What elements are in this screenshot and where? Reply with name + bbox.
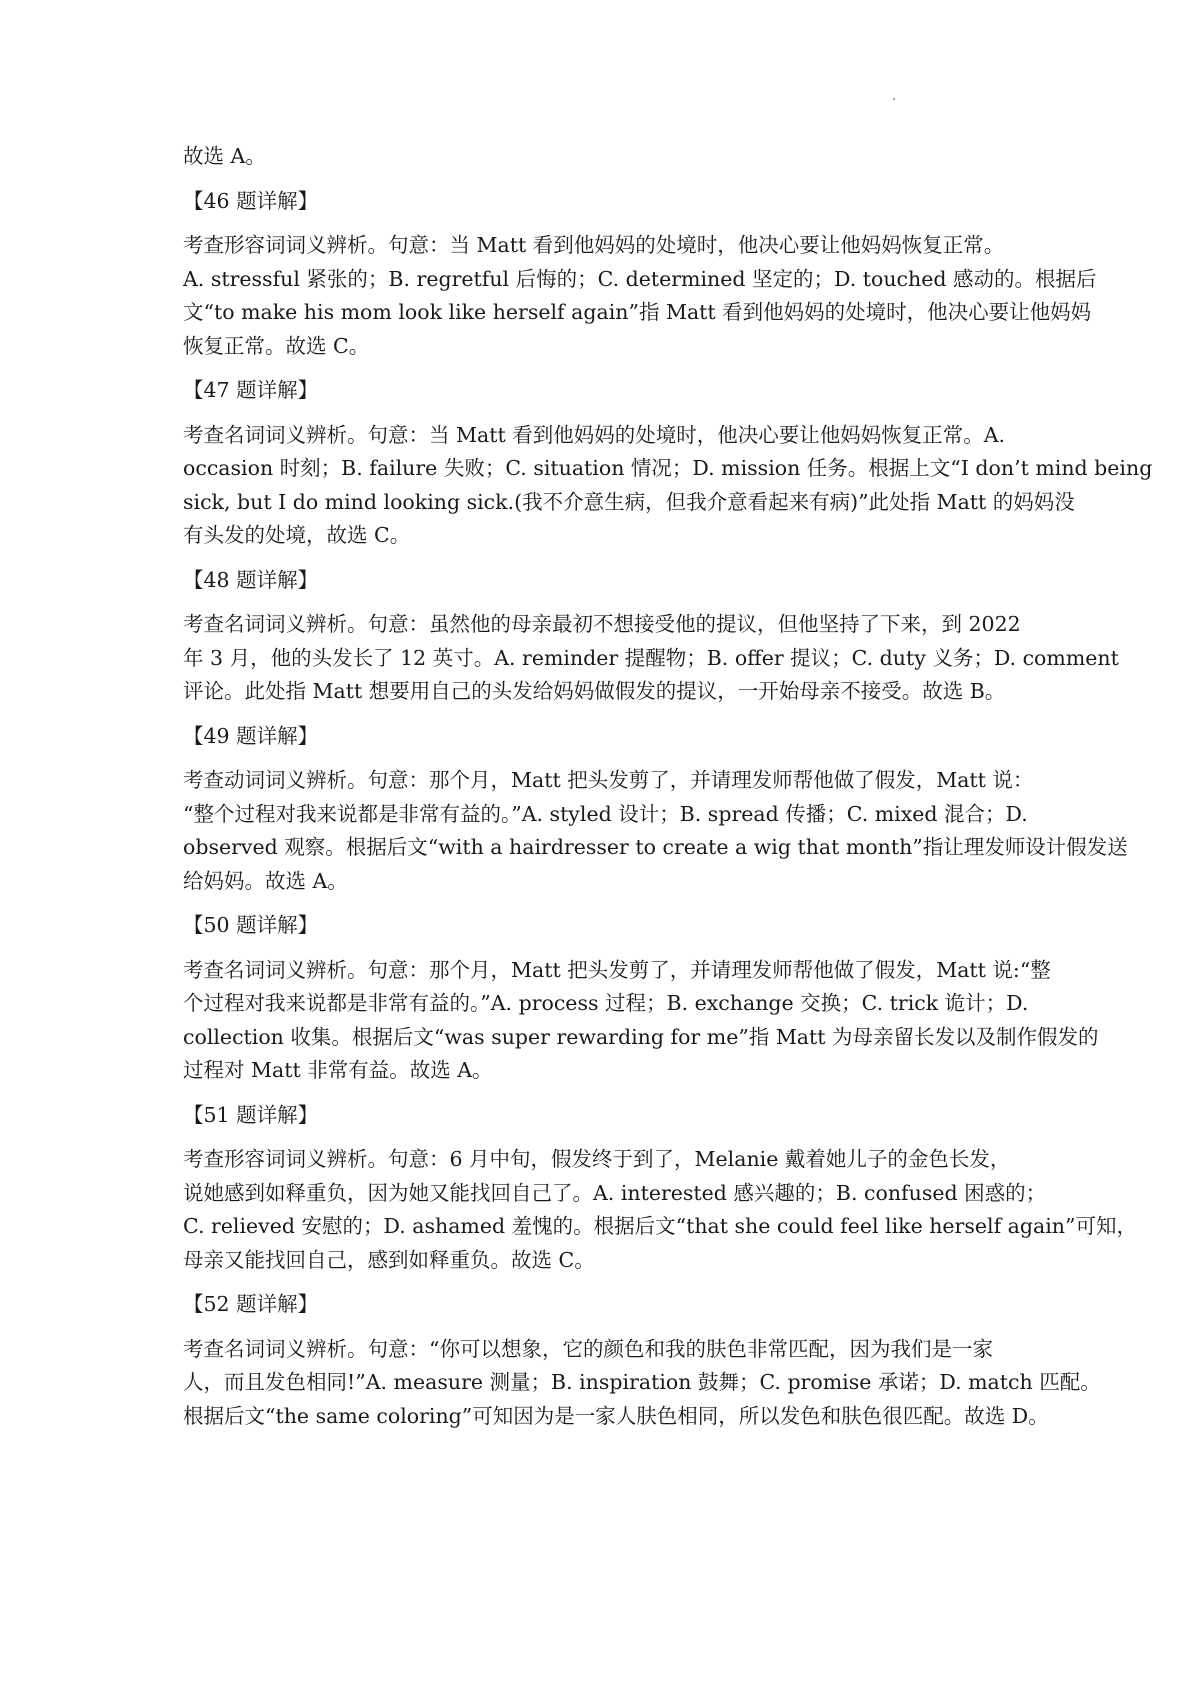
section-header: 【52 题详解】 (183, 1292, 319, 1316)
paragraph-line: 考查形容词词义辨析。句意：当 Matt 看到他妈妈的处境时，他决心要让他妈妈恢复正常。 (183, 233, 1005, 257)
paragraph-line: 年 3 月，他的头发长了 12 英寸。A. reminder 提醒物；B. offer 提议；C. duty 义务；D. comment (183, 645, 1119, 670)
spacer (183, 943, 1028, 954)
paragraph-line: 考查名词词义辨析。句意：虽然他的母亲最初不想接受他的提议，但他坚持了下来，到 2022 (183, 612, 1021, 636)
spacer (183, 709, 1028, 720)
section-header: 【46 题详解】 (183, 188, 319, 213)
intro-line: 故选 A。 (183, 144, 266, 168)
paragraph-line: 恢复正常。故选 C。 (183, 333, 370, 358)
spacer (183, 597, 1028, 608)
section-48 (183, 564, 1119, 720)
paragraph-line: observed 观察。根据后文“with a hairdresser to create a wig that month”指让理发师设计假发送 (183, 835, 1128, 859)
paragraph-line: 考查名词词义辨析。句意：那个月，Matt 把头发剪了，并请理发师帮他做了假发，Matt 说:“整 (183, 957, 1051, 982)
section-header: 【49 题详解】 (183, 723, 319, 748)
section-50 (183, 909, 1099, 1099)
paragraph-line: 过程对 Matt 非常有益。故选 A。 (183, 1058, 493, 1082)
section-header: 【51 题详解】 (183, 1102, 319, 1127)
paragraph-line: 考查名词词义辨析。句意：“你可以想象，它的颜色和我的肤色非常匹配，因为我们是一家 (183, 1336, 993, 1361)
section-header: 【50 题详解】 (183, 913, 319, 937)
paragraph-line: occasion 时刻；B. failure 失败；C. situation 情况；D. mission 任务。根据上文“I don’t mind being (183, 456, 1153, 480)
section-47 (183, 374, 1153, 564)
paragraph-line: 给妈妈。故选 A。 (183, 868, 348, 893)
section-header: 【48 题详解】 (183, 567, 319, 592)
paragraph-line: 文“to make his mom look like herself again”指 Matt 看到他妈妈的处境时，他决心要让他妈妈 (183, 300, 1092, 324)
paragraph-line: 人，而且发色相同!”A. measure 测量；B. inspiration 鼓舞；C. promise 承诺；D. match 匹配。 (183, 1370, 1101, 1394)
scan-mark (893, 98, 895, 100)
spacer (183, 363, 1028, 374)
section-46 (183, 185, 1097, 375)
spacer (183, 753, 1028, 764)
spacer (183, 553, 1028, 564)
spacer (183, 218, 1028, 229)
paragraph-line: 根据后文“the same coloring”可知因为是一家人肤色相同，所以发色和肤色很匹配。故选 D。 (183, 1403, 1049, 1428)
paragraph-line: 考查名词词义辨析。句意：当 Matt 看到他妈妈的处境时，他决心要让他妈妈恢复正常。A. (183, 422, 1006, 447)
paragraph-line: sick, but I do mind looking sick.(我不介意生病，但我介意看起来有病)”此处指 Matt 的妈妈没 (183, 489, 1075, 514)
paragraph-line: 母亲又能找回自己，感到如释重负。故选 C。 (183, 1247, 595, 1272)
section-header: 【47 题详解】 (183, 378, 319, 402)
paragraph-line: “整个过程对我来说都是非常有益的。”A. styled 设计；B. spread 传播；C. mixed 混合；D. (183, 801, 1028, 826)
spacer (183, 1132, 1028, 1143)
spacer (183, 1277, 1028, 1288)
paragraph-line: collection 收集。根据后文“was super rewarding for me”指 Matt 为母亲留长发以及制作假发的 (183, 1024, 1099, 1049)
paragraph-line: 评论。此处指 Matt 想要用自己的头发给妈妈做假发的提议，一开始母亲不接受。故选 B。 (183, 679, 1006, 703)
section-52 (183, 1288, 1101, 1433)
spacer (183, 408, 1028, 419)
paragraph-line: A. stressful 紧张的；B. regretful 后悔的；C. determined 坚定的；D. touched 感动的。根据后 (183, 266, 1097, 291)
paragraph-line: 有头发的处境，故选 C。 (183, 523, 411, 547)
paragraph-line: 考查动词词义辨析。句意：那个月，Matt 把头发剪了，并请理发师帮他做了假发，Matt 说： (183, 768, 1034, 792)
spacer (183, 174, 1028, 185)
section-49 (183, 720, 1128, 910)
section-51 (183, 1099, 1137, 1289)
spacer (183, 898, 1028, 909)
paragraph-line: 考查形容词词义辨析。句意：6 月中旬，假发终于到了，Melanie 戴着她儿子的金色长发， (183, 1147, 1011, 1171)
document-page (183, 140, 1153, 1433)
spacer (183, 1088, 1028, 1099)
paragraph-line: 个过程对我来说都是非常有益的。”A. process 过程；B. exchange 交换；C. trick 诡计；D. (183, 991, 1029, 1015)
spacer (183, 1322, 1028, 1333)
paragraph-line: 说她感到如释重负，因为她又能找回自己了。A. interested 感兴趣的；B. confused 困惑的； (183, 1180, 1047, 1205)
paragraph-line: C. relieved 安慰的；D. ashamed 羞愧的。根据后文“that she could feel like herself again”可知， (183, 1214, 1137, 1238)
